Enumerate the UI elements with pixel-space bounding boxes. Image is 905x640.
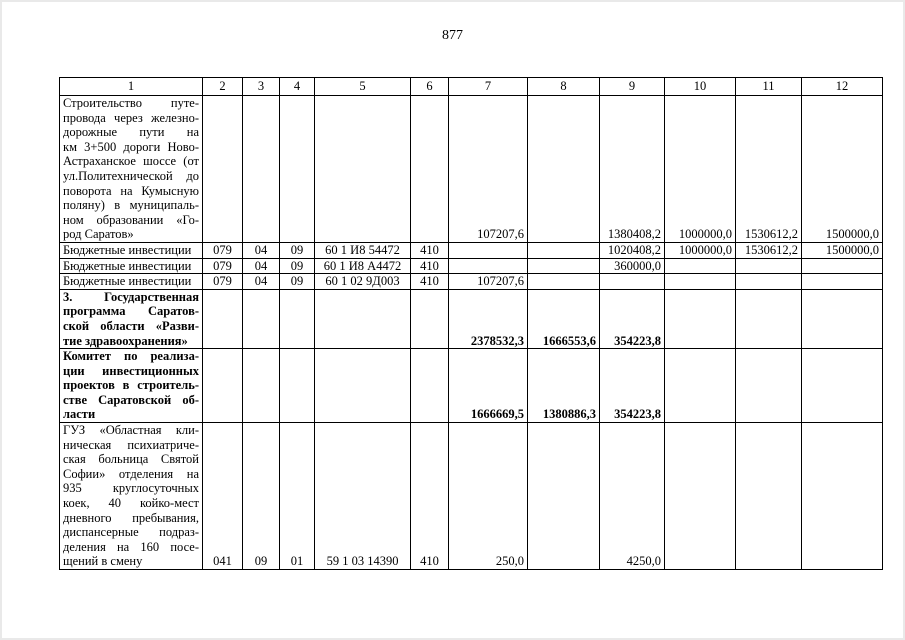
amount-cell: 250,0 — [449, 423, 528, 570]
column-header: 8 — [528, 78, 600, 96]
code-cell — [315, 349, 411, 423]
amount-cell: 1666553,6 — [528, 289, 600, 348]
row-title-line: Астраханское шоссе (от — [63, 154, 199, 169]
row-title-line: проектов в строитель- — [63, 378, 199, 393]
row-title-cell: Бюджетные инвестиции — [60, 274, 203, 290]
amount-cell — [665, 289, 736, 348]
amount-cell: 4250,0 — [600, 423, 665, 570]
row-title-line: ул.Политехнической до — [63, 168, 199, 183]
amount-cell — [528, 96, 600, 243]
code-cell: 410 — [411, 274, 449, 290]
code-cell: 410 — [411, 423, 449, 570]
row-title-line: 935 круглосуточных — [63, 481, 199, 496]
amount-cell: 107207,6 — [449, 274, 528, 290]
amount-cell — [736, 349, 802, 423]
code-cell — [411, 96, 449, 243]
amount-cell — [736, 274, 802, 290]
row-title-cell: Бюджетные инвестиции — [60, 242, 203, 258]
row-title-line: дорожные пути на — [63, 125, 199, 140]
column-header: 11 — [736, 78, 802, 96]
row-title-line: Комитет по реализа- — [63, 349, 199, 364]
code-cell — [203, 289, 243, 348]
amount-cell: 354223,8 — [600, 349, 665, 423]
amount-cell — [736, 258, 802, 274]
column-header: 4 — [280, 78, 315, 96]
code-cell: 410 — [411, 242, 449, 258]
column-header: 2 — [203, 78, 243, 96]
code-cell — [280, 96, 315, 243]
column-header: 3 — [243, 78, 280, 96]
row-title-line: коек, 40 койко-мест — [63, 496, 199, 511]
row-title-line: ская больница Святой — [63, 452, 199, 467]
row-title-line: деления на 160 посе- — [63, 539, 199, 554]
code-cell — [243, 96, 280, 243]
amount-cell: 1530612,2 — [736, 242, 802, 258]
code-cell: 079 — [203, 242, 243, 258]
code-cell: 04 — [243, 274, 280, 290]
code-cell: 041 — [203, 423, 243, 570]
column-header: 7 — [449, 78, 528, 96]
amount-cell — [665, 274, 736, 290]
column-header: 1 — [60, 78, 203, 96]
code-cell: 09 — [280, 274, 315, 290]
row-title-line: поворота на Кумысную — [63, 183, 199, 198]
code-cell — [203, 96, 243, 243]
amount-cell: 1000000,0 — [665, 96, 736, 243]
row-title-line: ской области «Разви- — [63, 318, 199, 333]
row-title-cell — [60, 423, 203, 570]
row-title-line: 3. Государственная — [63, 289, 199, 304]
code-cell — [315, 96, 411, 243]
code-cell — [280, 349, 315, 423]
amount-cell — [802, 423, 883, 570]
amount-cell — [802, 289, 883, 348]
amount-cell: 1500000,0 — [802, 242, 883, 258]
row-title-line: ническая психиатриче- — [63, 437, 199, 452]
code-cell: 410 — [411, 258, 449, 274]
amount-cell — [528, 423, 600, 570]
code-cell — [315, 289, 411, 348]
code-cell — [203, 349, 243, 423]
amount-cell — [665, 258, 736, 274]
row-title-line: км 3+500 дороги Ново- — [63, 139, 199, 154]
table-header — [60, 78, 883, 96]
column-header: 5 — [315, 78, 411, 96]
row-title-line: Софии» отделения на — [63, 466, 199, 481]
amount-cell: 107207,6 — [449, 96, 528, 243]
row-title-line: ции инвестиционных — [63, 363, 199, 378]
amount-cell: 354223,8 — [600, 289, 665, 348]
code-cell: 04 — [243, 258, 280, 274]
amount-cell: 1666669,5 — [449, 349, 528, 423]
amount-cell: 1530612,2 — [736, 96, 802, 243]
row-title-cell: Бюджетные инвестиции — [60, 258, 203, 274]
column-header: 6 — [411, 78, 449, 96]
table-row — [60, 258, 883, 274]
table-row — [60, 96, 883, 243]
column-header: 10 — [665, 78, 736, 96]
amount-cell — [802, 274, 883, 290]
amount-cell: 1500000,0 — [802, 96, 883, 243]
row-title-line: ГУЗ «Областная кли- — [63, 423, 199, 438]
amount-cell: 1380408,2 — [600, 96, 665, 243]
table-row — [60, 242, 883, 258]
table-row — [60, 423, 883, 570]
amount-cell — [528, 258, 600, 274]
code-cell: 09 — [243, 423, 280, 570]
amount-cell — [449, 242, 528, 258]
code-cell: 09 — [280, 242, 315, 258]
column-header: 9 — [600, 78, 665, 96]
row-title-cell — [60, 289, 203, 348]
row-title-cell — [60, 96, 203, 243]
row-title-line: диспансерные подраз- — [63, 525, 199, 540]
row-title-line: ном образовании «Го- — [63, 212, 199, 227]
table-body — [60, 96, 883, 570]
amount-cell — [665, 423, 736, 570]
row-title-cell — [60, 349, 203, 423]
row-title-line: дневного пребывания, — [63, 510, 199, 525]
row-title-line: Строительство путе- — [63, 96, 199, 110]
table-row — [60, 349, 883, 423]
column-header: 12 — [802, 78, 883, 96]
amount-cell: 1380886,3 — [528, 349, 600, 423]
code-cell — [280, 289, 315, 348]
amount-cell — [528, 274, 600, 290]
amount-cell: 1020408,2 — [600, 242, 665, 258]
code-cell: 59 1 03 14390 — [315, 423, 411, 570]
amount-cell: 1000000,0 — [665, 242, 736, 258]
row-title-line: тие здравоохранения» — [63, 333, 188, 348]
code-cell: 079 — [203, 258, 243, 274]
amount-cell: 2378532,3 — [449, 289, 528, 348]
budget-table — [59, 77, 883, 570]
code-cell: 60 1 И8 А4472 — [315, 258, 411, 274]
amount-cell — [736, 289, 802, 348]
code-cell — [411, 349, 449, 423]
amount-cell — [665, 349, 736, 423]
amount-cell: 360000,0 — [600, 258, 665, 274]
amount-cell — [528, 242, 600, 258]
code-cell: 60 1 И8 54472 — [315, 242, 411, 258]
code-cell — [243, 289, 280, 348]
row-title-line: провода через железно- — [63, 110, 199, 125]
row-title-line: ласти — [63, 407, 96, 422]
row-title-line: щений в смену — [63, 554, 143, 569]
amount-cell — [802, 349, 883, 423]
amount-cell — [736, 423, 802, 570]
code-cell: 079 — [203, 274, 243, 290]
table-row — [60, 274, 883, 290]
table-row — [60, 289, 883, 348]
page-number: 877 — [442, 28, 463, 43]
code-cell — [243, 349, 280, 423]
row-title-line: род Саратов» — [63, 227, 134, 242]
row-title-line: программа Саратов- — [63, 304, 199, 319]
amount-cell — [449, 258, 528, 274]
code-cell — [411, 289, 449, 348]
code-cell: 04 — [243, 242, 280, 258]
code-cell: 60 1 02 9Д003 — [315, 274, 411, 290]
code-cell: 09 — [280, 258, 315, 274]
row-title-line: стве Саратовской об- — [63, 392, 199, 407]
header-row — [60, 78, 883, 96]
code-cell: 01 — [280, 423, 315, 570]
row-title-line: поляну) в муниципаль- — [63, 198, 199, 213]
amount-cell — [802, 258, 883, 274]
amount-cell — [600, 274, 665, 290]
